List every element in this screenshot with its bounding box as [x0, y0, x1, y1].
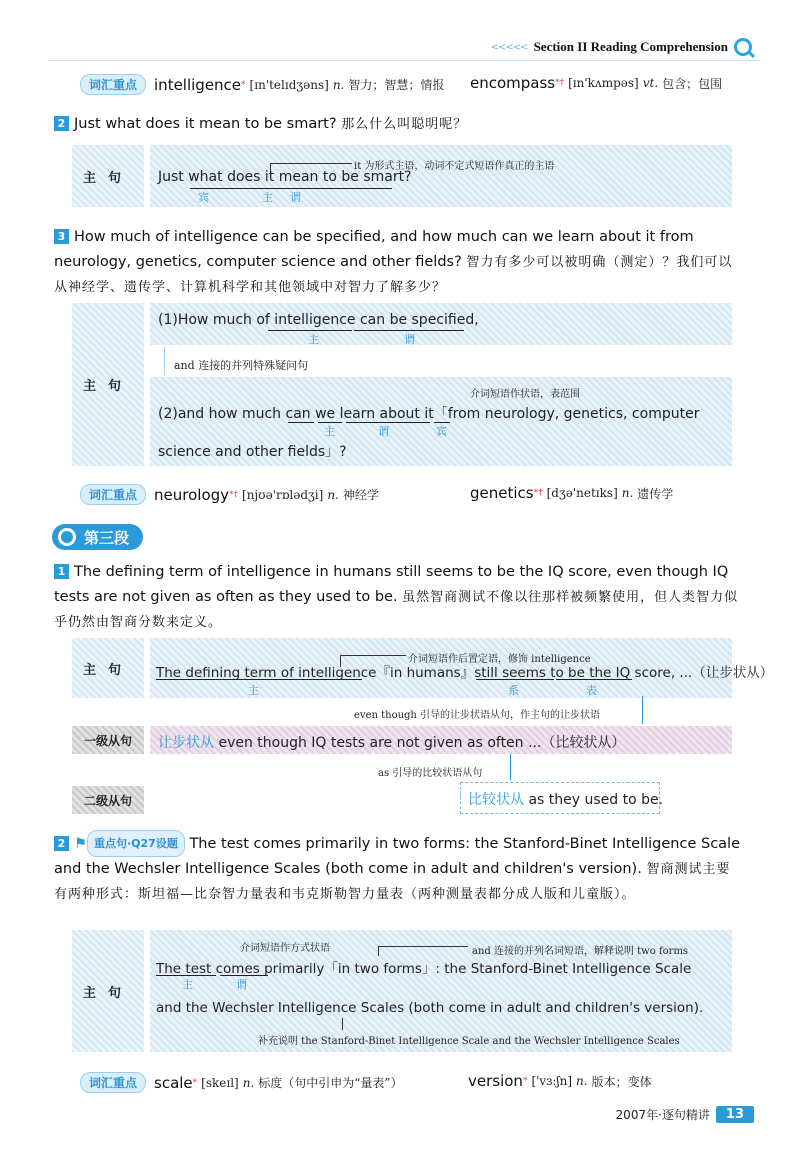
analysis-box-2 — [72, 303, 732, 466]
vocab-def: 标度（句中引申为“量表”） — [258, 1076, 403, 1090]
analysis-box-1 — [72, 145, 732, 207]
section-title: Section II Reading Comprehension — [533, 39, 728, 54]
clause-1: (1)How much of intelligence can be specified, — [158, 312, 479, 328]
sentence-number: 1 — [54, 564, 69, 579]
sentence-en: The defining term of intelligence in humans still seems to be the IQ score, even though IQ tests are not given as often as they used to be. — [54, 564, 729, 605]
page-footer — [616, 1106, 754, 1123]
vocab-row-1 — [80, 74, 444, 95]
vocab-word: genetics — [470, 484, 534, 502]
box-sentence-line2: and the Wechsler Intelligence Scales (both come in adult and children's version). — [156, 1000, 704, 1016]
box-sentence: Just what does it mean to be smart? — [158, 169, 412, 185]
vocab-word: scale — [154, 1073, 193, 1092]
role-tag: 主 — [182, 978, 193, 991]
paragraph3-sentence-1 — [54, 560, 744, 635]
vocab-ipa: [njʊə'rɒlədʒi] — [242, 487, 324, 502]
role-tag: 宾 — [198, 191, 209, 204]
note-pointer-line — [270, 163, 352, 164]
vocab-pos: n. — [621, 486, 634, 500]
role-tag: 谓 — [404, 333, 415, 346]
vocab-tag: 词汇重点 — [80, 74, 146, 95]
sentence-cn: 智力有多少可以被明确（测定）？我们可以从神经学、遗传学、计算机科学和其他领域中对智力了解多少？ — [54, 255, 733, 295]
clause-text: even though IQ tests are not given as often ...（比较状从） — [218, 735, 626, 751]
star-mark: * — [241, 79, 246, 90]
sentence-en: Just what does it mean to be smart? — [74, 116, 337, 132]
grammar-note: as 引导的比较状语从句 — [378, 768, 483, 779]
connector-line — [510, 754, 511, 780]
magnifier-icon — [58, 528, 76, 546]
section-heading-text: 第三段 — [84, 528, 130, 547]
connector-line — [164, 347, 165, 375]
role-tag: 主 — [324, 425, 335, 438]
underline — [320, 188, 392, 189]
note-pointer-line — [378, 946, 468, 947]
role-tag: 主 — [308, 333, 319, 346]
page-number: 13 — [716, 1106, 754, 1123]
underline — [556, 679, 632, 680]
note-pointer-line — [340, 655, 406, 656]
grammar-note: 介词短语作状语，表范围 — [470, 389, 580, 400]
star-mark: *† — [533, 488, 543, 498]
footer-text: 2007年·逐句精讲 — [615, 1108, 710, 1122]
role-tag: 表 — [586, 684, 597, 697]
sentence-number: 2 — [54, 836, 69, 851]
vocab-def: 版本；变体 — [591, 1074, 652, 1089]
underline — [476, 679, 554, 680]
role-tag: 主 — [262, 191, 273, 204]
sentence-cn: 那么什么叫聪明呢？ — [341, 117, 468, 132]
star-mark: *† — [229, 489, 239, 500]
clause-2a: (2)and how much can we learn about it「from neurology, genetics, computer — [158, 406, 700, 422]
grammar-note: 介词短语作后置定语，修饰 intelligence — [408, 654, 591, 665]
vocab-word: encompass — [470, 74, 556, 92]
role-tag: 谓 — [236, 978, 247, 991]
box-label-level2: 二级从句 — [72, 786, 144, 814]
vocab-pos: n. — [576, 1074, 588, 1088]
clause-type-tag: 比较状从 — [468, 792, 524, 808]
note-pointer-line — [342, 1018, 343, 1030]
vocab-ipa: ['vɜːʃn] — [531, 1074, 573, 1088]
analysis-box-3 — [72, 638, 774, 818]
box-sentence-line1: The test comes primarily「in two forms」: the Stanford-Binet Intelligence Scale — [156, 961, 692, 977]
running-header — [491, 38, 752, 56]
role-tag: 谓 — [290, 191, 301, 204]
role-tag: 主 — [248, 684, 259, 697]
vocab-pos: vt. — [642, 76, 659, 90]
grammar-note: it 为形式主语，动词不定式短语作真正的主语 — [354, 161, 555, 172]
star-mark: * — [192, 1077, 198, 1088]
vocab-def: 包含；包围 — [662, 76, 723, 91]
vocab-ipa: [skeɪl] — [201, 1075, 239, 1090]
vocab-row-2 — [80, 484, 379, 505]
sentence-number: 3 — [54, 229, 69, 244]
box-label: 主句 — [72, 303, 144, 466]
vocab-def: 遗传学 — [637, 486, 674, 501]
vocab-ipa: [ɪn'telɪdʒəns] — [249, 77, 329, 92]
vocab-ipa: [ɪn'kʌmpəs] — [568, 76, 639, 90]
underline — [156, 679, 362, 680]
vocab-row-3 — [80, 1072, 403, 1093]
magnifier-icon — [734, 38, 752, 56]
box-label-level1: 一级从句 — [72, 726, 144, 754]
paragraph3-sentence-2 — [54, 830, 744, 907]
box-label: 主句 — [72, 930, 144, 1052]
star-mark: * — [522, 1076, 528, 1086]
box-sentence: The defining term of intelligence『in humans』still seems to be the IQ score, ...（让步状从） — [156, 665, 774, 681]
vocab-def: 神经学 — [342, 488, 379, 502]
vocab-row-3b — [468, 1072, 652, 1090]
sentence-cn: 虽然智商测试不像以往那样被频繁使用，但人类智力似乎仍然由智商分数来定义。 — [54, 590, 739, 630]
vocab-tag: 词汇重点 — [80, 484, 146, 505]
sentence-2 — [54, 112, 754, 137]
box-label: 主句 — [72, 145, 144, 207]
vocab-word: neurology — [154, 485, 230, 504]
vocab-pos: n. — [242, 1075, 255, 1090]
vocab-tag: 词汇重点 — [80, 1072, 146, 1093]
key-sentence-tag: 重点句·Q27设题 — [87, 830, 185, 857]
vocab-row-2b — [470, 484, 673, 502]
star-mark: *† — [555, 78, 565, 88]
underline — [288, 422, 314, 423]
header-divider — [48, 60, 760, 61]
box-label: 主句 — [72, 638, 144, 698]
sentence-number: 2 — [54, 116, 69, 131]
connector-line — [642, 696, 643, 724]
vocab-word: intelligence — [154, 75, 242, 94]
clause-text: as they used to be. — [528, 792, 664, 808]
sentence-en: How much of intelligence can be specified, and how much can we learn about it from neurology, genetics, computer science and other fields? — [54, 229, 694, 270]
clause-2b: science and other fields」? — [158, 444, 347, 460]
grammar-note: and 连接的并列特殊疑问句 — [174, 359, 309, 372]
grammar-note: even though 引导的让步状语从句，作主句的让步状语 — [354, 710, 601, 721]
flag-icon: ⚑ — [74, 836, 87, 852]
grammar-note: 补充说明 the Stanford-Binet Intelligence Scale and the Wechsler Intelligence Scales — [258, 1036, 680, 1047]
vocab-pos: n. — [327, 487, 339, 502]
sentence-en: The test comes primarily in two forms: the Stanford-Binet Intelligence Scale and the Wechsler Intelligence Scales (both come in adult and children's version). — [54, 836, 740, 877]
grammar-note: 介词短语作方式状语 — [240, 943, 330, 954]
sentence-cn: 智商测试主要有两种形式：斯坦福—比奈智力量表和韦克斯勒智力量表（两种测量表都分成人版和儿童版）。 — [54, 862, 731, 902]
role-tag: 宾 — [436, 425, 447, 438]
level1-clause — [158, 732, 625, 752]
role-tag: 系 — [508, 684, 519, 697]
level2-clause — [468, 789, 663, 809]
role-tag: 谓 — [378, 425, 389, 438]
chevron-arrows-icon: <<<<< — [490, 41, 528, 53]
vocab-pos: n. — [332, 77, 345, 92]
vocab-ipa: [dʒə'netɪks] — [546, 486, 618, 500]
note-pointer-line — [378, 946, 379, 956]
vocab-word: version — [468, 1072, 523, 1090]
analysis-box-4 — [72, 930, 732, 1052]
sentence-3 — [54, 225, 744, 300]
grammar-note: and 连接的并列名词短语，解释说明 two forms — [472, 946, 689, 957]
clause-type-tag: 让步状从 — [158, 735, 214, 751]
vocab-def: 智力；智慧；情报 — [348, 78, 445, 92]
section-heading — [52, 524, 143, 550]
vocab-row-1b — [470, 74, 722, 92]
